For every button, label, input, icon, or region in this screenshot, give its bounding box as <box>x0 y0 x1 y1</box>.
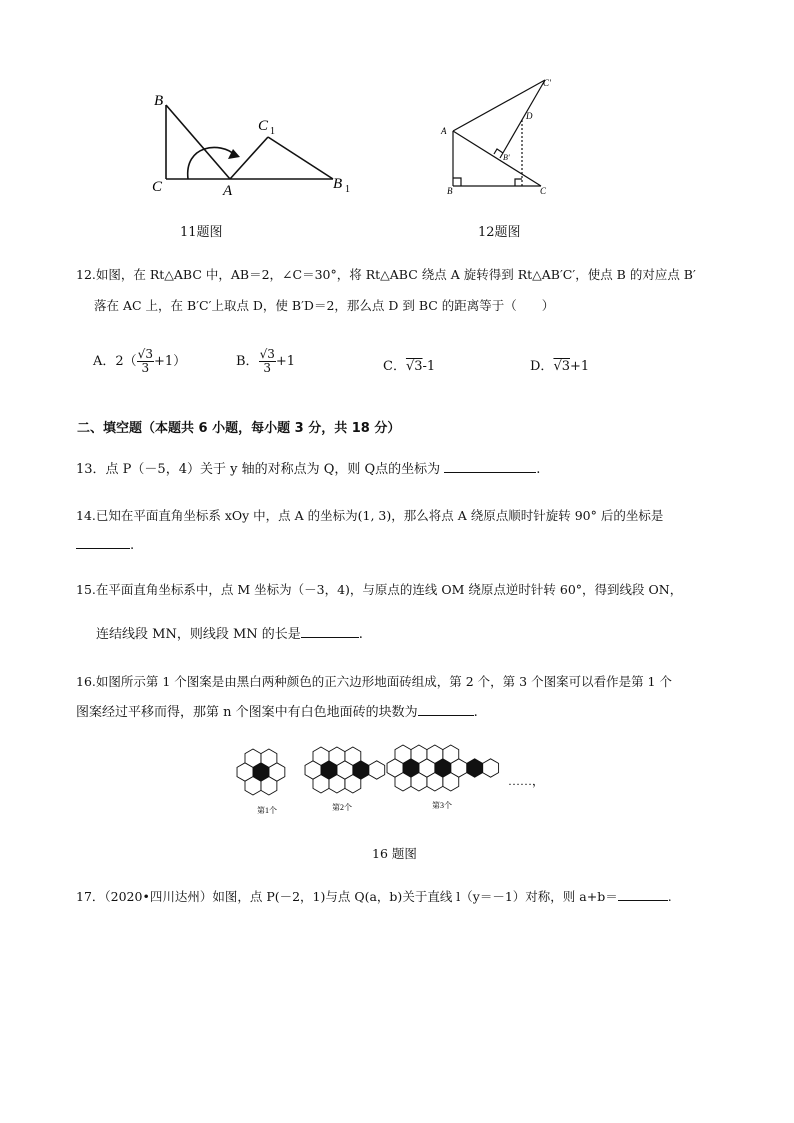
fig16-white-tile <box>411 773 427 791</box>
fig11-segment-AC1 <box>230 137 268 179</box>
fig16-white-tile <box>261 749 277 767</box>
fig12-segment-AC <box>453 131 541 186</box>
fig16-white-tile <box>443 773 459 791</box>
q12-option-d-prefix: D． <box>530 359 554 374</box>
fig11-label-B: B <box>154 93 164 109</box>
fig12-label-A: A <box>441 126 447 136</box>
q14-line-1: 14.已知在平面直角坐标系 xOy 中，点 A 的坐标为(1, 3)，那么将点 A 绕原点顺时针旋转 90° 后的坐标是 <box>76 508 664 523</box>
q16-end: . <box>473 705 478 720</box>
fig11-label-C1-sub: 1 <box>270 126 275 137</box>
q12-option-c-sqrt: √3 <box>405 359 423 374</box>
q12-option-b-numerator: √3 <box>259 347 275 361</box>
q12-option-b-denominator: 3 <box>263 361 272 375</box>
fig16-white-tile <box>329 747 345 765</box>
fig16-white-tile <box>245 749 261 767</box>
q12-option-a <box>93 348 186 375</box>
fig12-right-angle-B <box>453 178 461 186</box>
q12-line-2: 落在 AC 上，在 B′C′上取点 D，使 B′D＝2，那么点 D 到 BC 的距离等于（ ） <box>94 298 555 313</box>
fig11-label-A: A <box>223 183 233 199</box>
fig16-white-tile <box>395 745 411 763</box>
q12-option-a-prefix: A．2（ <box>93 354 137 369</box>
q12-option-c-suffix: -1 <box>422 359 436 374</box>
q13-answer-blank[interactable] <box>444 472 536 473</box>
fig11-label-B1: B <box>333 176 343 192</box>
q17-answer-blank[interactable] <box>618 900 668 901</box>
fig12-label-B-prime: B' <box>503 153 510 162</box>
fig12-right-angle-B-prime <box>494 149 503 154</box>
fig16-ellipsis: ……， <box>508 774 545 788</box>
fig12-label-C-prime: C' <box>543 78 551 88</box>
figure-12-diagram <box>435 70 565 200</box>
q12-option-b <box>236 348 295 375</box>
q12-option-a-suffix: +1） <box>153 354 187 369</box>
q12-option-d-sqrt: √3 <box>553 359 570 374</box>
fig16-white-tile <box>329 775 345 793</box>
q12-option-d <box>530 358 589 376</box>
fig12-label-D: D <box>526 111 533 121</box>
fig16-black-tile <box>467 759 483 777</box>
q17-text: 17．（2020•四川达州）如图，点 P(－2，1)与点 Q(a，b)关于直线 l（y＝－1）对称，则 a+b＝ <box>76 889 618 904</box>
q12-option-a-numerator: √3 <box>137 347 153 361</box>
q12-option-b-prefix: B． <box>236 354 259 369</box>
figure-12-caption: 12题图 <box>478 225 521 240</box>
figure-11-diagram <box>140 85 360 205</box>
q14-answer-blank[interactable] <box>76 548 130 549</box>
q12-option-a-fraction <box>137 348 154 375</box>
fig16-white-tile <box>411 745 427 763</box>
fig16-white-tile <box>395 773 411 791</box>
q12-option-a-denominator: 3 <box>141 361 150 375</box>
fig16-white-tile <box>345 775 361 793</box>
q16-line-1: 16.如图所示第 1 个图案是由黑白两种颜色的正六边形地面砖组成，第 2 个，第 3 个图案可以看作是第 1 个 <box>76 674 672 689</box>
q13 <box>76 461 540 479</box>
fig11-rotation-arrow <box>188 147 235 179</box>
q13-text: 13．点 P（－5，4）关于 y 轴的对称点为 Q，则 Q点的坐标为 <box>76 462 441 477</box>
q12-line-1: 12.如图，在 Rt△ABC 中，AB＝2，∠C＝30°，将 Rt△ABC 绕点 A 旋转得到 Rt△AB′C′，使点 B 的对应点 B′ <box>76 267 696 282</box>
fig16-white-tile <box>443 745 459 763</box>
q17 <box>76 888 672 906</box>
fig16-label-1: 第1个 <box>257 806 277 815</box>
q12-option-b-suffix: +1 <box>275 354 296 369</box>
figure-11-caption: 11题图 <box>180 225 223 240</box>
figure-16-diagram <box>235 740 555 820</box>
q16-line-2-text: 图案经过平移而得，那第 n 个图案中有白色地面砖的块数为 <box>76 705 418 720</box>
q16-line-2 <box>76 704 478 722</box>
fig16-white-tile <box>427 745 443 763</box>
section-2-title: 二、填空题（本题共 6 小题，每小题 3 分，共 18 分） <box>77 421 401 436</box>
fig16-white-tile <box>313 775 329 793</box>
q15-answer-blank[interactable] <box>301 637 359 638</box>
fig12-segment-C-prime-B-prime <box>500 80 545 158</box>
fig16-white-tile <box>427 773 443 791</box>
fig16-white-tile <box>313 747 329 765</box>
fig11-label-C: C <box>152 179 163 195</box>
fig16-label-3: 第3个 <box>432 801 452 810</box>
q15-line-2-text: 连结线段 MN，则线段 MN 的长是 <box>96 627 301 642</box>
fig11-segment-C1B1 <box>268 137 333 179</box>
q16-answer-blank[interactable] <box>418 715 474 716</box>
q17-end: . <box>667 889 672 904</box>
fig11-segment-BA <box>166 105 230 179</box>
fig11-label-C1: C <box>258 118 269 134</box>
q15-line-2 <box>96 626 363 644</box>
q12-option-c <box>383 358 435 376</box>
fig16-white-tile <box>483 759 499 777</box>
fig12-label-C: C <box>540 186 547 196</box>
q15-line-1: 15.在平面直角坐标系中，点 M 坐标为（－3，4)，与原点的连线 OM 绕原点逆时针转 60°，得到线段 ON， <box>76 582 683 597</box>
fig12-label-B: B <box>447 186 453 196</box>
q12-option-b-fraction <box>259 348 276 375</box>
figure-16-caption: 16 题图 <box>372 846 417 861</box>
fig16-white-tile <box>369 761 385 779</box>
q12-option-d-suffix: +1 <box>570 359 590 374</box>
fig12-right-angle-foot <box>515 179 522 186</box>
fig16-label-2: 第2个 <box>332 803 352 812</box>
fig12-segment-AC-prime <box>453 80 545 131</box>
q15-end: . <box>358 627 363 642</box>
fig11-label-B1-sub: 1 <box>345 184 350 195</box>
fig16-white-tile <box>345 747 361 765</box>
q14-line-2 <box>76 537 134 555</box>
q12-option-c-prefix: C． <box>383 359 406 374</box>
q14-end: . <box>130 538 135 553</box>
fig16-white-tile <box>261 777 277 795</box>
q13-end: . <box>536 462 541 477</box>
fig16-white-tile <box>245 777 261 795</box>
